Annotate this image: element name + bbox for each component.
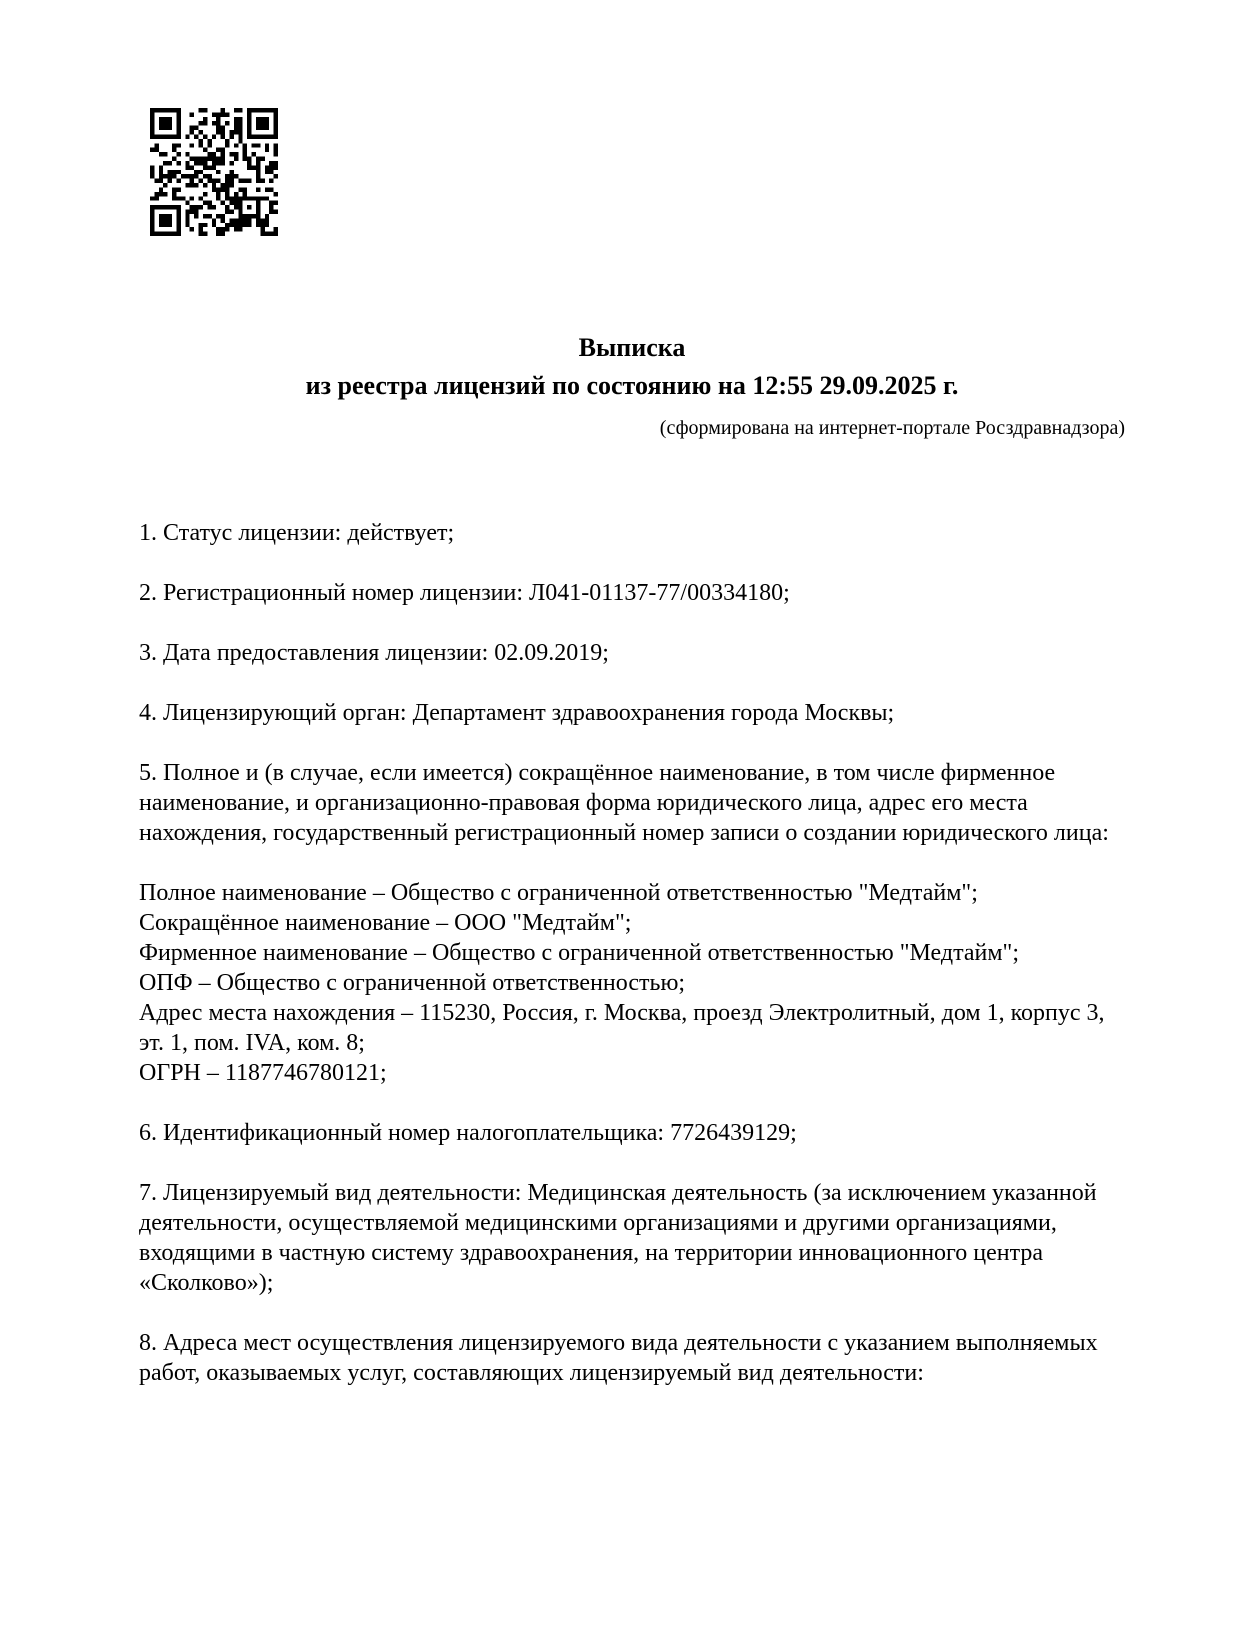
text-line: ОПФ – Общество с ограниченной ответственностью; xyxy=(139,970,686,996)
text-line: ОГРН – 1187746780121; xyxy=(139,1060,387,1086)
paragraph-4 xyxy=(139,698,1134,728)
paragraph-3 xyxy=(139,638,1134,668)
text-line: 4. Лицензирующий орган: Департамент здравоохранения города Москвы; xyxy=(139,700,895,726)
title-line-2: из реестра лицензий по состоянию на 12:55 29.09.2025 г. xyxy=(305,371,959,400)
text-line: Фирменное наименование – Общество с ограниченной ответственностью "Медтайм"; xyxy=(139,940,1019,966)
text-line: Сокращённое наименование – ООО "Медтайм"; xyxy=(139,910,632,936)
text-line: эт. 1, пом. IVA, ком. 8; xyxy=(139,1030,365,1056)
text-line: 6. Идентификационный номер налогоплательщика: 7726439129; xyxy=(139,1120,797,1146)
paragraph-8 xyxy=(139,1178,1134,1298)
text-line: деятельности, осуществляемой медицинскими организациями и другими организациями, xyxy=(139,1210,1057,1236)
text-line: работ, оказываемых услуг, составляющих лицензируемый вид деятельности: xyxy=(139,1360,924,1386)
text-line: наименование, и организационно-правовая форма юридического лица, адрес его места xyxy=(139,790,1028,816)
text-line: 5. Полное и (в случае, если имеется) сокращённое наименование, в том числе фирменное xyxy=(139,760,1056,786)
text-line: входящими в частную систему здравоохранения, на территории инновационного центра xyxy=(139,1240,1044,1266)
paragraph-9 xyxy=(139,1328,1134,1388)
text-line: 2. Регистрационный номер лицензии: Л041-01137-77/00334180; xyxy=(139,580,790,606)
paragraph-7 xyxy=(139,1118,1134,1148)
paragraph-6 xyxy=(139,878,1134,1088)
text-line: Адрес места нахождения – 115230, Россия, г. Москва, проезд Электролитный, дом 1, корпус 3, xyxy=(139,1000,1105,1026)
text-line: 3. Дата предоставления лицензии: 02.09.2019; xyxy=(139,640,609,666)
qr-code xyxy=(150,108,278,236)
document-body xyxy=(139,518,1134,1418)
title-line-1: Выписка xyxy=(578,333,686,362)
text-line: 1. Статус лицензии: действует; xyxy=(139,520,455,546)
text-line: Полное наименование – Общество с ограниченной ответственностью "Медтайм"; xyxy=(139,880,978,906)
text-line: 7. Лицензируемый вид деятельности: Медицинская деятельность (за исключением указанной xyxy=(139,1180,1097,1206)
text-line: 8. Адреса мест осуществления лицензируемого вида деятельности с указанием выполняемых xyxy=(139,1330,1098,1356)
text-line: «Сколково»); xyxy=(139,1270,274,1296)
paragraph-5 xyxy=(139,758,1134,848)
document-title xyxy=(139,329,1125,405)
paragraph-2 xyxy=(139,578,1134,608)
document-subtitle: (сформирована на интернет-портале Росздравнадзора) xyxy=(659,417,1125,439)
qr-code-image xyxy=(150,108,278,236)
text-line: нахождения, государственный регистрационный номер записи о создании юридического лица: xyxy=(139,820,1109,846)
paragraph-1 xyxy=(139,518,1134,548)
